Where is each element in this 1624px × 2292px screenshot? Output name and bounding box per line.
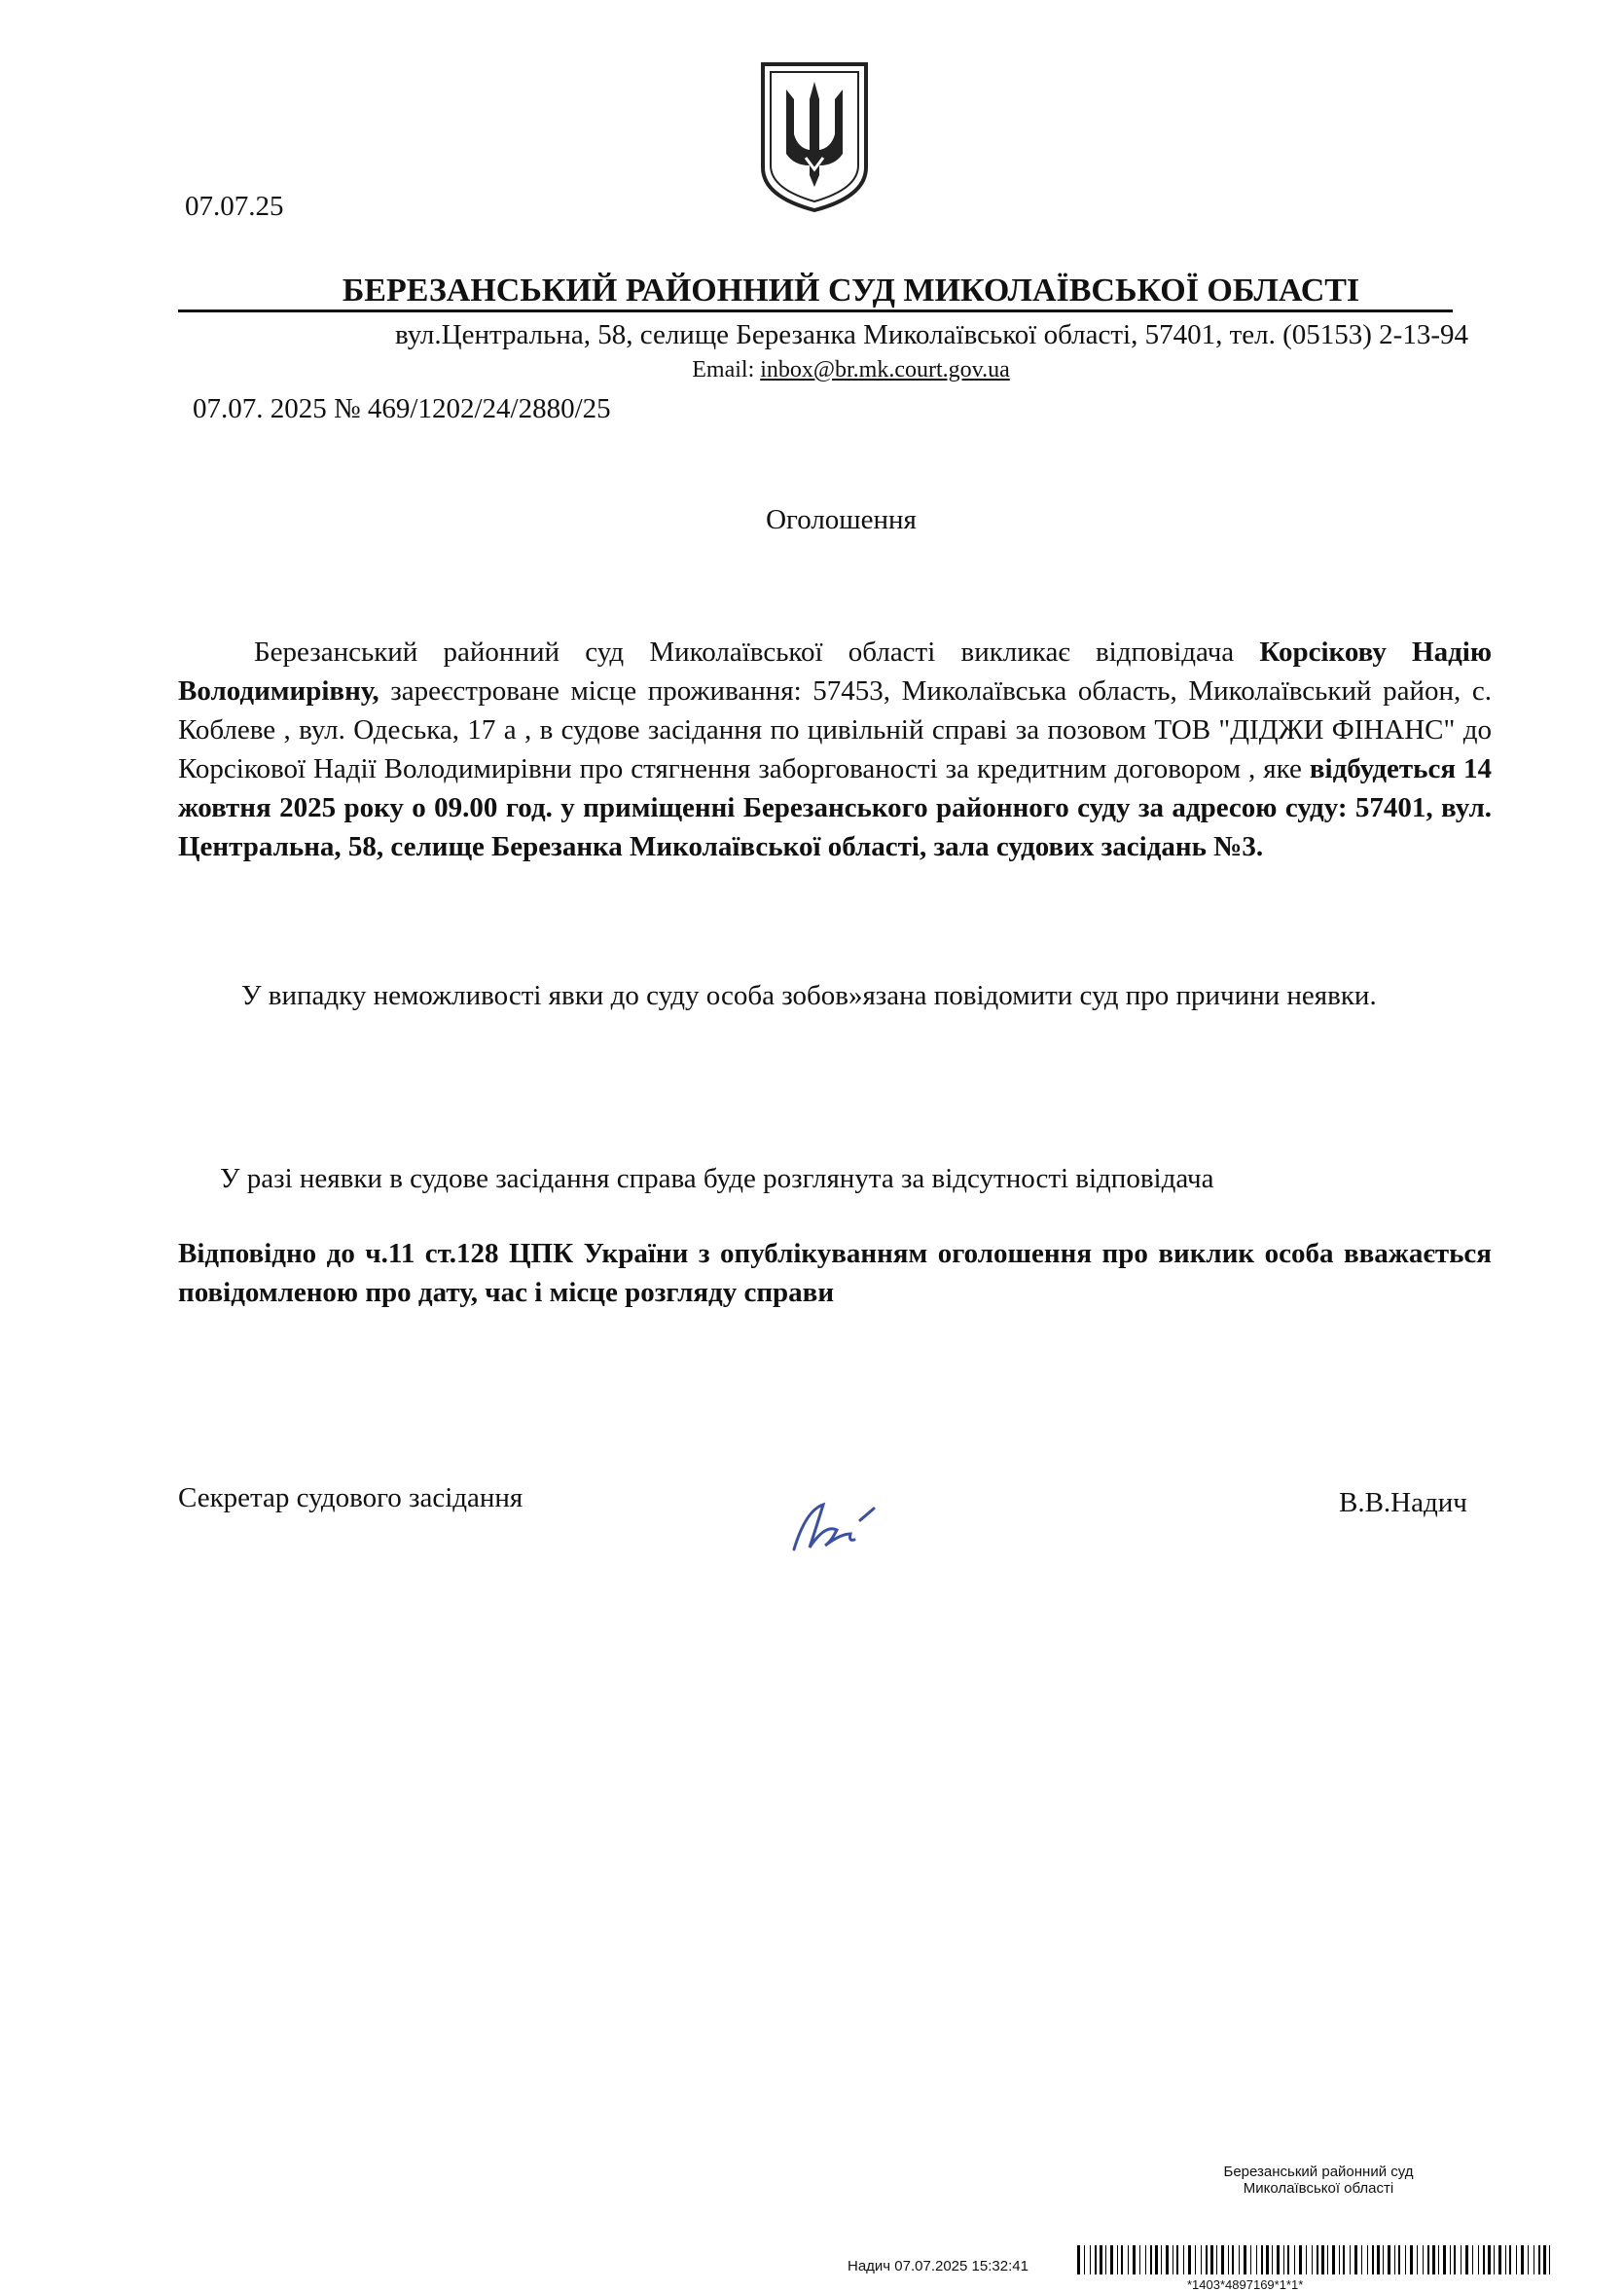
email-line xyxy=(0,357,1624,383)
announcement-title: Оголошення xyxy=(766,504,917,535)
absence-notice-text: У випадку неможливості явки до суду особа зобов»язана повідомити суд про причини неявки. xyxy=(241,980,1377,1011)
header-rule xyxy=(178,309,1453,312)
barcode xyxy=(1077,2245,1554,2274)
paragraph-legal-basis: Відповідно до ч.11 ст.128 ЦПК України з опублікуванням оголошення про виклик особа вважається повідомленою про дату, час і місце розгляду справи xyxy=(178,1238,1492,1308)
email-label: Email: xyxy=(692,357,761,382)
paragraph-default-hearing: У разі неявки в судове засідання справа буде розглянута за відсутності відповідача xyxy=(220,1163,1214,1194)
secretary-position: Секретар судового засідання xyxy=(178,1482,523,1513)
coat-of-arms-icon xyxy=(757,60,872,214)
court-address: вул.Центральна, 58, селище Березанка Миколаївської області, 57401, тел. (05153) 2-13-94 xyxy=(395,319,1468,350)
document-date: 07.07.25 xyxy=(185,191,284,222)
paragraph-absence-notice xyxy=(178,975,1492,1016)
defendant-name: Корсікову Надію Володимирівну, xyxy=(178,637,1492,707)
stamp-court-line2: Миколаївської області xyxy=(1243,2180,1394,2197)
stamp-court-line1: Березанський районний суд xyxy=(1223,2164,1414,2180)
summons-intro: Березанський районний суд Миколаївської області викликає відповідача xyxy=(254,637,1260,668)
registry-stamp xyxy=(1197,2164,1440,2197)
court-name-heading: БЕРЕЗАНСЬКИЙ РАЙОННИЙ СУД МИКОЛАЇВСЬКОЇ ОБЛАСТІ xyxy=(342,273,1360,309)
reference-number: 07.07. 2025 № 469/1202/24/2880/25 xyxy=(193,393,611,424)
hearing-details: відбудеться 14 жовтня 2025 року о 09.00 год. у приміщенні Березанського районного суду за адресою суду: 57401, вул. Центральна, 58, селище Березанка Миколаївської області, зала судових засідань №3. xyxy=(178,753,1493,862)
summons-details: зареєстроване місце проживання: 57453, Миколаївська область, Миколаївський район, с. Коблеве , вул. Одеська, 17 а , в судове засідання по цивільній справі за позовом ТОВ "ДІДЖИ ФІНАНС" до Корсікової Надії Володимирівни про стягнення заборгованості за кредитним договором , яке xyxy=(178,675,1492,784)
secretary-name: В.В.Надич xyxy=(1339,1487,1467,1518)
email-link[interactable]: inbox@br.mk.court.gov.ua xyxy=(760,357,1010,382)
handwritten-signature xyxy=(786,1491,893,1559)
barcode-number: *1403*4897169*1*1* xyxy=(1187,2277,1304,2292)
paragraph-summons xyxy=(178,633,1492,866)
stamp-user-timestamp: Надич 07.07.2025 15:32:41 xyxy=(848,2258,1029,2274)
